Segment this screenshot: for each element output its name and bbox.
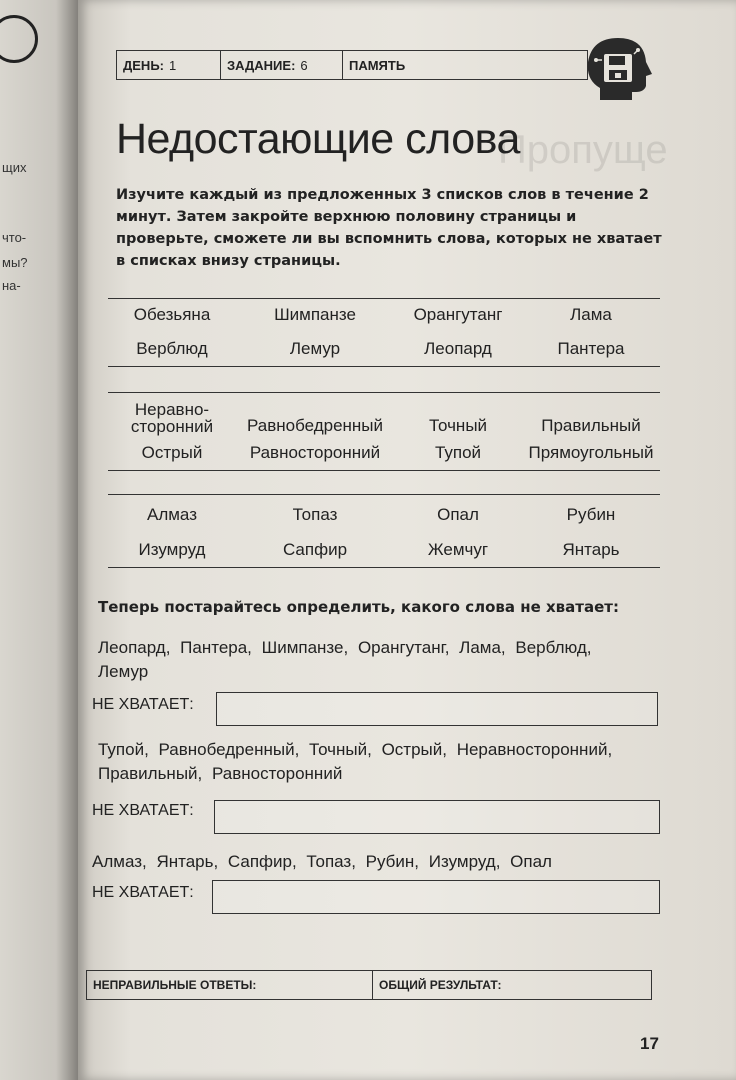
word-item: Алмаз [146,505,197,524]
head-with-floppy-icon [578,30,658,110]
wrong-answers-label: НЕПРАВИЛЬНЫЕ ОТВЕТЫ: [93,978,257,992]
test-list-gems: Алмаз, Янтарь, Сапфир, Топаз, Рубин, Изумруд, Опал [92,852,552,871]
word-item: Леопард [424,339,492,358]
word-list-gems [108,494,660,568]
answer-box-gems[interactable] [212,880,660,914]
page-title: Недостающие слова [116,115,520,163]
category-label: ПАМЯТЬ [349,57,406,73]
left-page-fragment: что- [2,230,27,245]
ghost-title: Пропуще [498,128,668,172]
word-item: Шимпанзе [274,305,356,324]
day-label: ДЕНЬ: [123,57,164,73]
missing-label: НЕ ХВАТАЕТ: [92,802,194,819]
word-item: Правильный [541,416,641,435]
word-item: Верблюд [136,339,208,358]
word-item: Изумруд [138,540,206,559]
word-list-triangles [108,392,660,471]
total-label: ОБЩИЙ РЕЗУЛЬТАТ: [379,978,502,992]
instructions: Изучите каждый из предложенных 3 списков слов в течение 2 минут. Затем закройте верхнюю половину страницы и проверьте, сможете ли вы вспомнить слова, которых не хватает в списках внизу страницы. [116,187,662,269]
footer-bar [86,970,652,1000]
test-heading: Теперь постарайтесь определить, какого слова не хватает: [98,598,619,616]
left-page-fragment: мы? [2,255,28,270]
total-cell [373,971,651,999]
word-item: Топаз [292,505,338,524]
task-cell [221,51,343,79]
word-item: Лемур [289,339,341,358]
book-page [78,0,736,1080]
left-page-icon [0,15,38,63]
word-item: Обезьяна [133,305,211,324]
word-list-animals [108,298,660,367]
task-value: 6 [300,57,308,73]
word-item: Прямоугольный [528,443,654,462]
day-value: 1 [169,57,177,73]
word-item: Опал [437,505,479,524]
missing-label: НЕ ХВАТАЕТ: [92,884,194,901]
word-item: Янтарь [562,540,620,559]
answer-box-triangles[interactable] [214,800,660,834]
header-bar [116,50,588,80]
word-item: Равносторонний [249,443,381,462]
test-list-triangles: Тупой, Равнобедренный, Точный, Острый, Неравносторонний, Правильный, Равносторонний [98,740,613,783]
word-item: Пантера [557,339,625,358]
page-number: 17 [640,1034,659,1053]
word-item: Неравно- сторонний [130,400,214,436]
test-list-animals: Леопард, Пантера, Шимпанзе, Орангутанг, Лама, Верблюд, Лемур [98,638,592,681]
category-cell [343,51,587,79]
word-item: Тупой [434,443,482,462]
task-label: ЗАДАНИЕ: [227,57,296,73]
word-item: Рубин [566,505,616,524]
word-item: Острый [141,443,203,462]
missing-label: НЕ ХВАТАЕТ: [92,696,194,713]
word-item: Лама [570,305,612,324]
day-cell [117,51,221,79]
answer-box-animals[interactable] [216,692,658,726]
left-page-edge [0,0,80,1080]
word-item: Сапфир [282,540,348,559]
left-page-fragment: на- [2,278,21,293]
wrong-answers-cell [87,971,373,999]
left-page-fragment: щих [2,160,27,175]
word-item: Жемчуг [427,540,489,559]
word-item: Точный [428,416,488,435]
word-item: Равнобедренный [246,416,384,435]
word-item: Орангутанг [413,305,503,324]
